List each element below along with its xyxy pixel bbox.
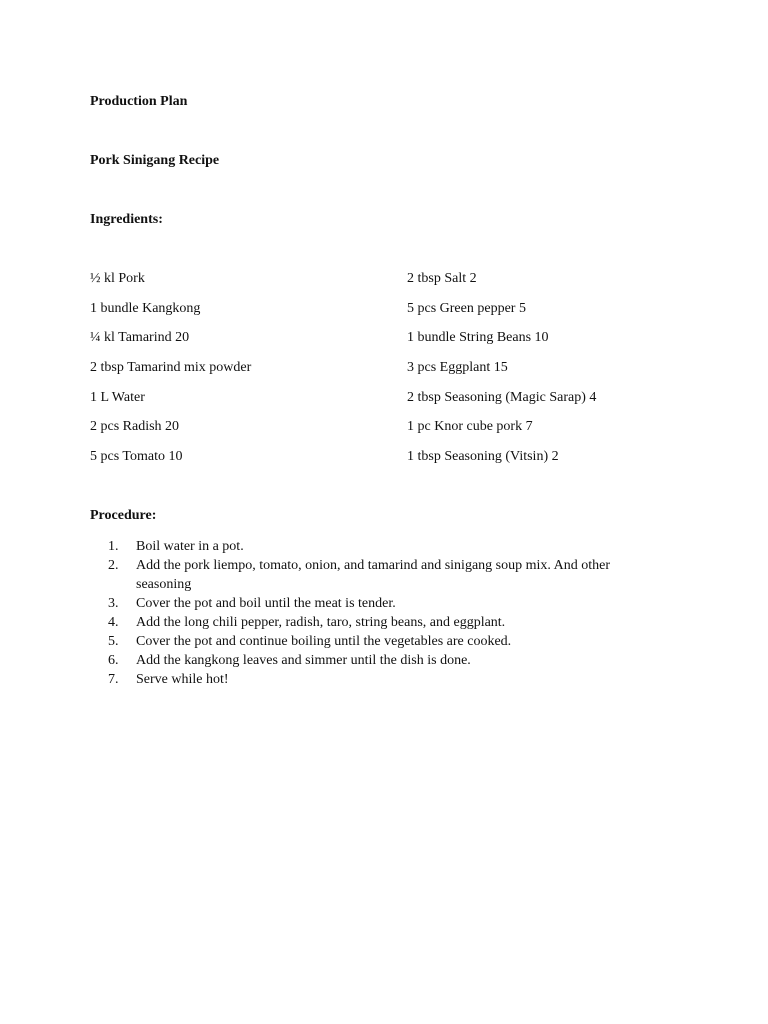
procedure-step	[108, 632, 668, 651]
step-text: Cover the pot and boil until the meat is tender.	[136, 596, 396, 611]
step-number: 7.	[108, 672, 119, 687]
procedure-step	[108, 670, 668, 689]
ingredient-item: 2 tbsp Seasoning (Magic Sarap) 4	[407, 389, 597, 405]
procedure-step	[108, 594, 668, 613]
ingredient-item: 2 tbsp Salt 2	[407, 271, 477, 286]
ingredient-item: 1 bundle Kangkong	[90, 300, 201, 316]
procedure-step	[108, 556, 668, 594]
procedure-list	[108, 537, 668, 689]
recipe-title: Pork Sinigang Recipe	[90, 153, 220, 168]
step-text: Cover the pot and continue boiling until the vegetables are cooked.	[136, 634, 512, 649]
procedure-step	[108, 651, 668, 670]
ingredient-item: 1 tbsp Seasoning (Vitsin) 2	[407, 449, 559, 465]
ingredient-item: 5 pcs Tomato 10	[90, 449, 183, 465]
step-number: 5.	[108, 634, 119, 649]
ingredients-left-column	[90, 270, 390, 478]
step-text: Serve while hot!	[136, 672, 229, 687]
ingredient-item: 5 pcs Green pepper 5	[407, 300, 526, 316]
procedure-step	[108, 613, 668, 632]
step-number: 3.	[108, 596, 119, 611]
step-text: Add the kangkong leaves and simmer until the dish is done.	[136, 653, 471, 668]
step-number: 1.	[108, 539, 119, 554]
ingredient-item: 2 tbsp Tamarind mix powder	[90, 360, 252, 376]
step-text: Boil water in a pot.	[136, 539, 244, 554]
step-text: Add the pork liempo, tomato, onion, and tamarind and sinigang soup mix. And other seasoning	[136, 558, 610, 592]
procedure-heading: Procedure:	[90, 508, 157, 523]
step-number: 6.	[108, 653, 119, 668]
ingredient-item: ¼ kl Tamarind 20	[90, 330, 190, 346]
step-text: Add the long chili pepper, radish, taro, string beans, and eggplant.	[136, 615, 506, 630]
ingredients-right-column	[407, 270, 727, 478]
procedure-step	[108, 537, 668, 556]
ingredient-item: ½ kl Pork	[90, 271, 145, 286]
ingredient-item: 1 pc Knor cube pork 7	[407, 419, 533, 435]
ingredient-item: 3 pcs Eggplant 15	[407, 360, 508, 376]
ingredient-item: 1 bundle String Beans 10	[407, 330, 549, 346]
step-number: 2.	[108, 558, 119, 573]
page-title: Production Plan	[90, 94, 188, 109]
ingredient-item: 2 pcs Radish 20	[90, 419, 180, 435]
step-number: 4.	[108, 615, 119, 630]
ingredient-item: 1 L Water	[90, 389, 145, 405]
ingredients-heading: Ingredients:	[90, 212, 163, 227]
